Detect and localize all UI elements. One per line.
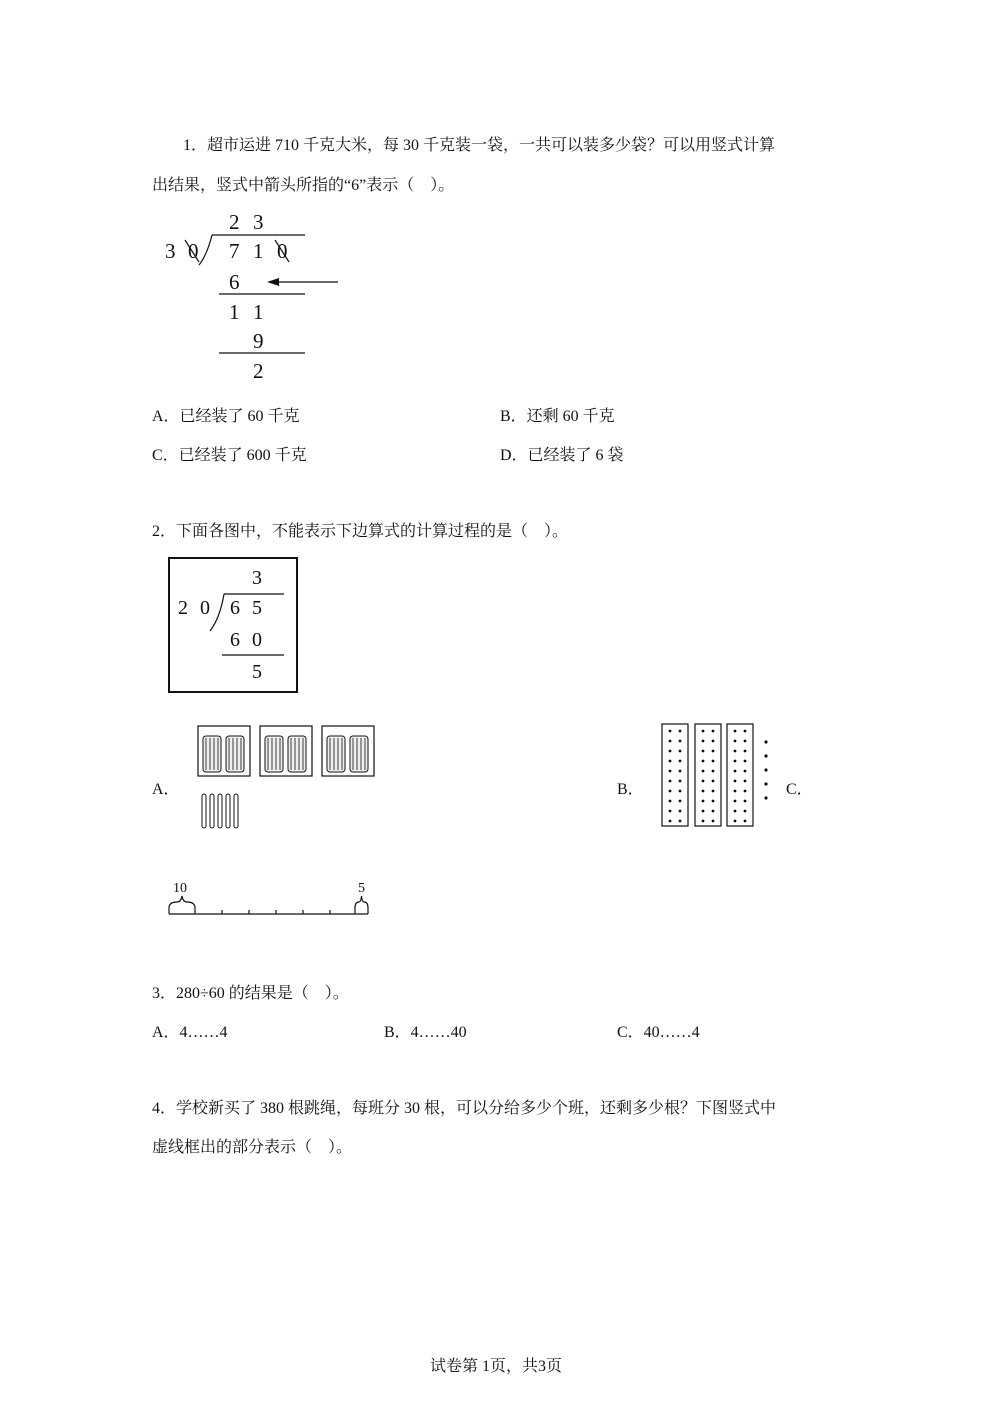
q2-dividend-digit: 5 xyxy=(252,597,262,619)
q1-long-division-diagram xyxy=(155,200,355,380)
q1-step2-digit: 1 xyxy=(229,300,240,324)
q1-option-d[interactable]: D．已经装了 6 袋 xyxy=(500,447,624,464)
q2-product-digit: 0 xyxy=(252,629,262,651)
q1-option-a[interactable]: A．已经装了 60 千克 xyxy=(152,408,300,425)
q1-option-c[interactable]: C．已经装了 600 千克 xyxy=(152,447,307,464)
q1-text-line1: 1．超市运进 710 千克大米，每 30 千克装一袋，一共可以装多少袋？可以用竖式计算 xyxy=(183,137,776,154)
q1-quotient-digit: 3 xyxy=(253,210,264,234)
q2-divisor-digit: 0 xyxy=(200,597,210,619)
q1-quotient-digit: 2 xyxy=(229,210,240,234)
number-line-right-label: 5 xyxy=(358,881,365,896)
bundled-sticks-icon xyxy=(196,722,378,832)
q2-remainder-digit: 5 xyxy=(252,661,262,683)
q1-divisor-digit: 3 xyxy=(165,239,176,263)
q2-option-b[interactable]: B． xyxy=(617,781,644,798)
q2-text: 2．下面各图中，不能表示下边算式的计算过程的是（ ）。 xyxy=(152,523,569,540)
q3-option-a[interactable]: A．4……4 xyxy=(152,1024,228,1041)
q3-text: 3．280÷60 的结果是（ ）。 xyxy=(152,985,349,1002)
q2-quotient-digit: 3 xyxy=(252,567,262,589)
q2-option-a[interactable]: A． xyxy=(152,781,180,798)
q1-step3-digit: 9 xyxy=(253,329,264,353)
q1-divisor-digit: 0 xyxy=(188,239,199,263)
q1-dividend-digit: 7 xyxy=(229,239,240,263)
q1-dividend-digit: 0 xyxy=(277,239,288,263)
q2-boxed-division-diagram xyxy=(168,556,300,694)
q1-remainder-digit: 2 xyxy=(253,359,264,380)
q2-dividend-digit: 6 xyxy=(230,597,240,619)
q3-option-b[interactable]: B．4……40 xyxy=(384,1024,467,1041)
dot-strips-icon xyxy=(660,722,772,830)
q1-option-b[interactable]: B．还剩 60 千克 xyxy=(500,408,615,425)
q2-option-c[interactable]: C． xyxy=(786,781,813,798)
q4-text-line2: 虚线框出的部分表示（ ）。 xyxy=(152,1139,353,1156)
number-line-diagram xyxy=(165,878,375,918)
q4-text-line1: 4．学校新买了 380 根跳绳，每班分 30 根，可以分给多少个班，还剩多少根？下图竖式中 xyxy=(152,1100,777,1117)
q1-step2-digit: 1 xyxy=(253,300,264,324)
page-footer: 试卷第 1页，共3页 xyxy=(430,1358,563,1375)
number-line-left-label: 10 xyxy=(173,881,187,896)
q1-dividend-digit: 1 xyxy=(253,239,264,263)
q3-option-c[interactable]: C．40……4 xyxy=(617,1024,700,1041)
q2-divisor-digit: 2 xyxy=(178,597,188,619)
q1-text-line2: 出结果，竖式中箭头所指的“6”表示（ ）。 xyxy=(152,177,455,194)
q2-product-digit: 6 xyxy=(230,629,240,651)
q1-step1-digit: 6 xyxy=(229,270,240,294)
